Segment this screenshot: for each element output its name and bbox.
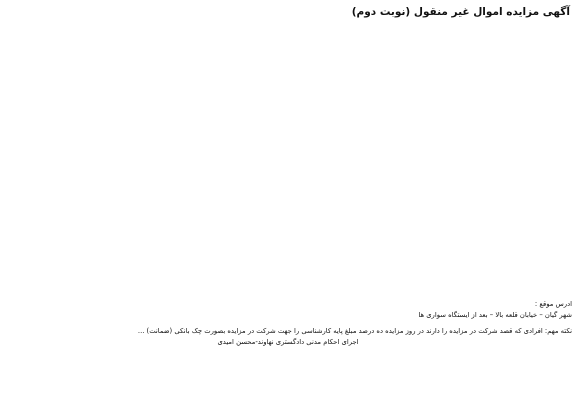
address-heading: ادرس موقع : <box>534 300 572 308</box>
address-text: شهر گیان – خیابان قلعه بالا – بعد از ایستگاه سواری ها <box>418 310 572 319</box>
notice-title: آگهی مزایده اموال غیر منقول (نوبت دوم) <box>351 6 570 18</box>
notice-paragraph-1 <box>4 22 572 165</box>
notice-line-1: نکته مهم: افرادی که قصد شرکت در مزایده را دارند در روز مزایده ده درصد مبلغ پایه کارشناسی را جهت شرکت در مزایده بصورت چک بانکی (ضمانت) ... <box>137 327 572 336</box>
signature-line: اجرای احکام مدنی دادگستری نهاوند-محسن امیدی <box>217 337 359 346</box>
notice-paragraph-2 <box>4 171 572 293</box>
